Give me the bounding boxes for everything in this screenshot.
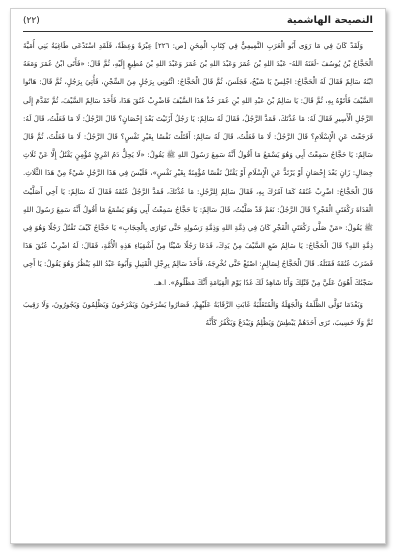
- paragraph: وَلَقَدْ كَانَ فِي مَا رَوَى أَبُو الْعَرَبِ التَّمِيمِيُّ فِي كِتَابِ الْمِحَنِ [ص: ٢٢٦] عِبْرَةٌ وَعِظَةٌ، فَلَقَدِ اسْتَدْعَى طَاغِيَةُ بَنِي أُمَيَّةَ الْحَجَّاجُ بْنُ يُوسُفَ -لَعَنَهُ اللهُ- عَبْدَ اللهِ بْنَ عُمَرَ وَعَبْدَ اللهِ بْنَ عُمَرَ وَعَبْدَ اللهِ بْنَ مُطِيعٍ إِلَيْهِ، ثُمَّ قَالَ: «فَأَتَى ابْنُ عُمَرَ وَمَعَهُ ابْنُهُ سَالِمٌ فَقَالَ لَهُ الْحَجَّاجُ: اجْلِسْ يَا شَيْخُ، فَجَلَسَ، ثُمَّ قَالَ الْحَجَّاجُ: ائْتُونِي بِرَجُلٍ مِنَ السِّجْنِ، فَأُتِيَ بِرَجُلٍ، ثُمَّ قَالَ: هَاتُوا السَّيْفَ فَأَتَوْهُ بِهِ، ثُمَّ قَالَ: يَا سَالِمُ بْنَ عَبْدِ اللهِ بْنِ عُمَرَ خُذْ هَذَا السَّيْفَ فَاضْرِبْ عُنُقَ هَذَا، فَأَخَذَ سَالِمٌ السَّيْفَ، ثُمَّ تَقَدَّمَ إِلَى الرَّجُلِ الْأَسِيرِ فَقَالَ لَهُ: مَا عُذْتَكَ، فَمَدَّ الرَّجُلُ، فَقَالَ لَهُ سَالِمٌ: يَا رَجُلُ أَزَنَيْتَ بَعْدَ إِحْصَانٍ؟ قَالَ الرَّجُلُ: لَا مَا فَعَلْتُ، قَالَ لَهُ: فَرَجَعْتَ عَنِ الْإِسْلَامِ؟ قَالَ الرَّجُلُ: لَا مَا فَعَلْتُ، قَالَ لَهُ سَالِمٌ: أَقَتَلْتَ نَفْسًا بِغَيْرِ نَفْسٍ؟ قَالَ الرَّجُلُ: لَا مَا فَعَلْتُ، ثُمَّ قَالَ سَالِمٌ: يَا حَجَّاجُ سَمِعْتُ أَبِي وَهُوَ يَسْمَعُ مَا أَقُولُ أَنَّهُ سَمِعَ رَسُولَ اللهِ ﷺ يَقُولُ: «لَا يَحِلُّ دَمُ امْرِئٍ مُؤْمِنٍ يَقْتُلُ إِلَّا عَنْ ثَلَاثِ خِصَالٍ: زَانٍ بَعْدَ إِحْصَانٍ أَوْ يَرْتَدُّ عَنِ الْإِسْلَامِ أَوْ يَقْتُلُ نَفْسًا مُؤْمِنَةً بِغَيْرِ نَفْسٍ»، فَلَيْسَ فِي هَذَا الرَّجُلِ شَيْءٌ مِنْ هَذَا الثَّلَاثِ. قَالَ الْحَجَّاجُ: اضْرِبْ عُنُقَهُ كَمَا آمُرُكَ بِهِ، فَقَالَ سَالِمٌ لِلرَّجُلِ: مَا عُذْتَكَ، فَمَدَّ الرَّجُلُ عُنُقَهُ فَقَالَ لَهُ سَالِمٌ: يَا أَخِي أَصَلَّيْتَ الْغَدَاةَ رَكْعَتَيِ الْفَجْرِ؟ قَالَ الرَّجُلُ: نَعَمْ قَدْ صَلَّيْتُ، قَالَ سَالِمٌ: يَا حَجَّاجُ سَمِعْتُ أَبِي وَهُوَ يَسْمَعُ مَا أَقُولُ أَنَّهُ سَمِعَ رَسُولَ اللهِ ﷺ يَقُولُ: «مَنْ صَلَّى رَكْعَتَيِ الْفَجْرِ كَانَ فِي ذِمَّةِ اللهِ وَذِمَّةِ رَسُولِهِ حَتَّى تَوَارَى بِالْحِجَابِ» يَا حَجَّاجُ كَيْفَ تَقْتُلُ رَجُلًا وَهُوَ فِي ذِمَّةِ اللهِ؟ قَالَ الْحَجَّاجُ: يَا سَالِمُ ضَعِ السَّيْفَ مِنْ يَدِكَ، فَدَعَا رَجُلًا شَيْئًا مِنْ أَشْقِيَاءِ هَذِهِ الْأُمَّةِ، فَقَالَ: لَهُ اضْرِبْ عُنُقَ هَذَا فَضَرَبَ عُنُقَهُ فَقَتَلَهُ. قَالَ الْحَجَّاجُ لِسَالِمٍ: اصْنَعْ حَتَّى نُخْرِجَهُ، فَأَخَذَ سَالِمٌ بِرِجْلِ الْقَتِيلِ وَأَبُوهُ عَبْدُ اللهِ يَنْظُرُ وَهُوَ يَقُولُ: يَا أَخِي سَجْنُكَ أَهْوَنُ عَلَيَّ مِنْ قَتْلِكَ وَأَنَا شَاهِدٌ لَكَ غَدًا يَوْمَ الْقِيَامَةِ أَنَّكَ مَظْلُومٌ». ا.هـ.: [23, 41, 373, 287]
- page-number: (٢٢): [23, 16, 40, 26]
- page-body: [23, 37, 373, 533]
- page-header: [23, 15, 373, 32]
- running-title: النصيحة الهاشمية: [286, 15, 373, 26]
- book-page: [10, 8, 386, 544]
- paragraph: وَبَعْدَمَا تَوَلَّى الظَّلَمَةُ وَالْجَهَلَةُ وَالْمُتَغَلِّبَةُ غَابَتِ الرَّقَابَةُ عَلَيْهِمْ، فَصَارُوا يَسْرَحُونَ وَيَمْرَحُونَ وَيَظْلِمُونَ وَيَجُورُونَ، وَلَا رَقِيبَ ثَمَّ وَلَا حَسِيبَ، تَرَى أَحَدَهُمْ يَبْطِشُ وَيَظْلِمُ وَيَبْدَعُ وَيَكْفُرُ كَأَنَّهُ: [23, 299, 373, 328]
